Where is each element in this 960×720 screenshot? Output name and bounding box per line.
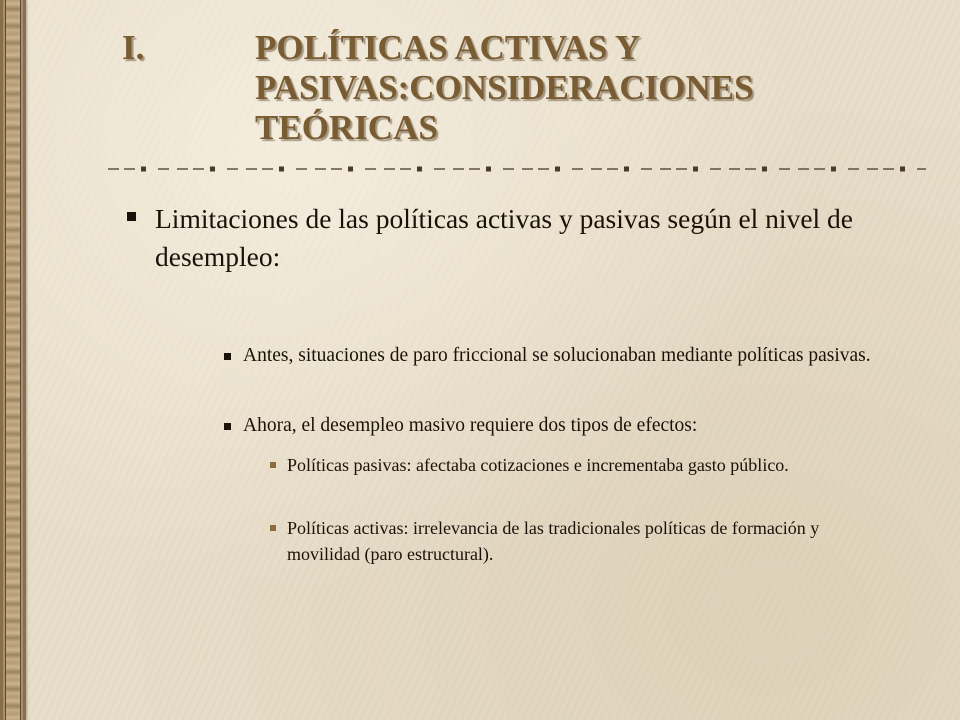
- bullet-square-icon: [127, 212, 136, 221]
- bullet-level-3: Políticas activas: irrelevancia de las tradicionales políticas de formación y movilidad (paro estructural).: [287, 518, 820, 564]
- bullet-square-icon: [224, 353, 231, 360]
- bullet-level-2: Antes, situaciones de paro friccional se solucionaban mediante políticas pasivas.: [243, 345, 871, 366]
- bullet-level-1: Limitaciones de las políticas activas y pasivas según el nivel de desempleo:: [155, 203, 854, 272]
- title-line: PASIVAS:CONSIDERACIONES: [255, 68, 754, 107]
- title-line: TEÓRICAS: [255, 108, 438, 147]
- bullet-level-2: Ahora, el desempleo masivo requiere dos tipos de efectos:: [243, 415, 698, 436]
- bullet-square-icon: [224, 423, 231, 430]
- bullet-level-3: Políticas pasivas: afectaba cotizaciones e incrementaba gasto público.: [287, 455, 789, 475]
- bullet-square-icon: [270, 462, 276, 468]
- bullet-square-icon: [270, 525, 276, 531]
- title-number: I.: [122, 28, 145, 67]
- title-line: POLÍTICAS ACTIVAS Y: [255, 28, 641, 67]
